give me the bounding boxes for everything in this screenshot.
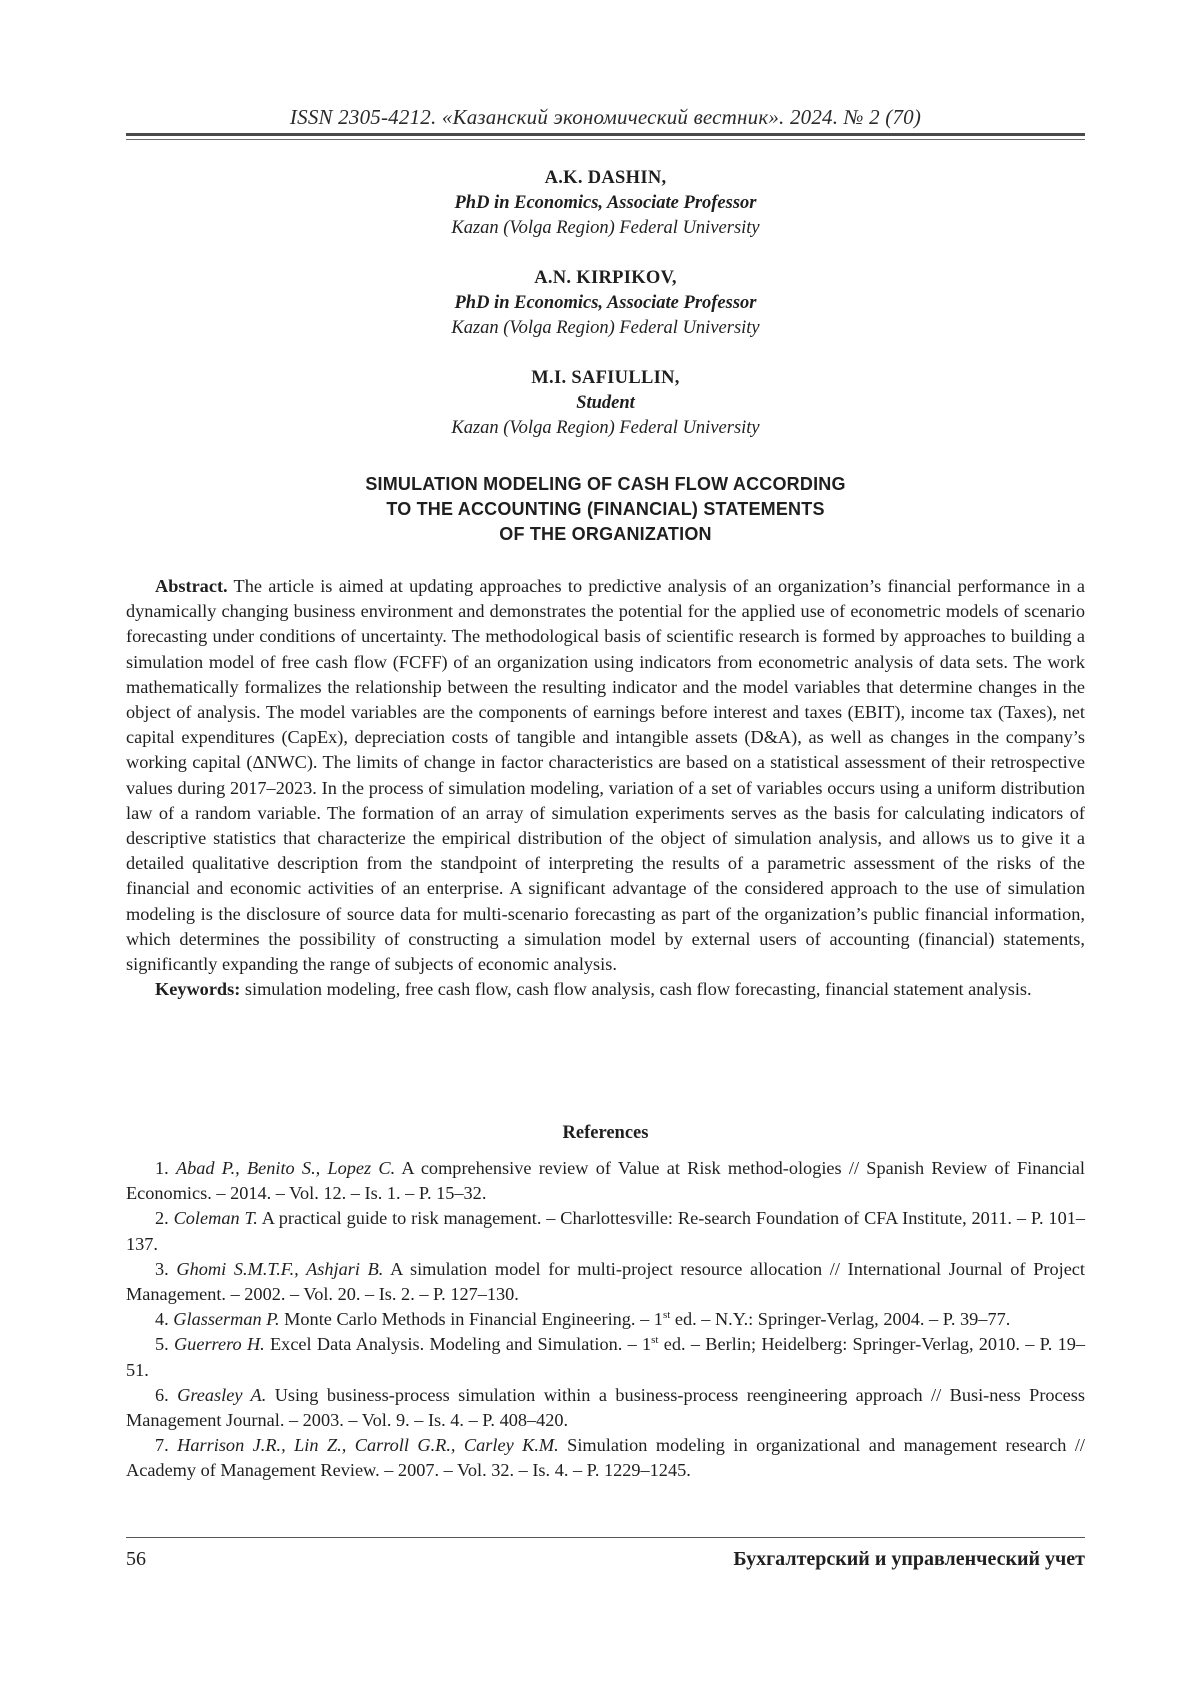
reference-authors: Harrison J.R., Lin Z., Carroll G.R., Carley K.M. [177, 1435, 559, 1456]
reference-authors: Greasley A. [177, 1384, 267, 1405]
reference-text: A simulation model for multi-project resource allocation // International Journal of Project Management. – 2002. – Vol. 20. – Is. 2. – P. 127–130. [126, 1258, 1085, 1305]
reference-item [126, 1206, 1085, 1256]
footer-journal-title: Бухгалтерский и управленческий учет [733, 1548, 1085, 1570]
reference-number: 5. [155, 1334, 174, 1355]
reference-authors: Glasserman P. [173, 1309, 280, 1330]
header-rule-thin [126, 139, 1085, 140]
reference-number: 3. [155, 1258, 177, 1279]
reference-text: A comprehensive review of Value at Risk method-ologies // Spanish Review of Financial Economics. – 2014. – Vol. 12. – Is. 1. – P. 15–32. [126, 1158, 1086, 1204]
reference-number: 2. [155, 1208, 174, 1229]
reference-number: 6. [155, 1384, 178, 1405]
reference-text: Simulation modeling in organizational and management research // Academy of Management Review. – 2007. – Vol. 32. – Is. 4. – P. 1229–1245. [126, 1435, 1085, 1481]
reference-text-after: ed. – N.Y.: Springer-Verlag, 2004. – P. 39–77. [670, 1309, 1011, 1330]
abstract-paragraph [126, 574, 1085, 977]
author-1 [126, 166, 1085, 241]
author-block [126, 166, 1085, 466]
reference-item [126, 1307, 1085, 1332]
author-affiliation: Kazan (Volga Region) Federal University [451, 418, 760, 438]
reference-text: Using business-process simulation within a business-process reengineering approach // Busi-ness Process Management Journal. – 2003. – Vol. 9. – Is. 4. – P. 408–420. [126, 1384, 1086, 1431]
author-degree: Student [576, 393, 635, 413]
reference-number: 4. [155, 1309, 174, 1330]
footer-rule [126, 1537, 1085, 1538]
abstract-section [126, 574, 1085, 1002]
superscript: st [651, 1334, 659, 1347]
keywords-text: simulation modeling, free cash flow, cash flow analysis, cash flow forecasting, financial statement analysis. [240, 979, 1032, 1000]
running-header: ISSN 2305-4212. «Казанский экономический вестник». 2024. № 2 (70) [289, 105, 922, 129]
author-affiliation: Kazan (Volga Region) Federal University [451, 218, 760, 238]
reference-authors: Coleman T. [173, 1208, 258, 1229]
article-title [126, 472, 1085, 547]
reference-item [126, 1257, 1085, 1307]
reference-text-after: ed. – Berlin; Heidelberg: Springer-Verlag, 2010. – P. 19–51. [126, 1334, 1086, 1380]
reference-authors: Guerrero H. [173, 1334, 265, 1355]
header-rule-thick [126, 133, 1085, 136]
reference-authors: Ghomi S.M.T.F., Ashjari B. [176, 1258, 384, 1279]
title-line: OF THE ORGANIZATION [499, 524, 712, 544]
keywords-paragraph [126, 977, 1085, 1002]
page-number: 56 [126, 1548, 146, 1570]
reference-text: Excel Data Analysis. Modeling and Simulation. – 1 [264, 1334, 652, 1355]
reference-item [126, 1383, 1085, 1433]
references-heading: References [562, 1123, 649, 1143]
author-name: M.I. SAFIULLIN, [531, 368, 680, 388]
title-line: TO THE ACCOUNTING (FINANCIAL) STATEMENTS [386, 499, 825, 519]
reference-text: Monte Carlo Methods in Financial Engineering. – 1 [279, 1309, 663, 1330]
reference-authors: Abad P., Benito S., Lopez C. [175, 1158, 396, 1178]
references-list [126, 1156, 1085, 1484]
abstract-text: The article is aimed at updating approaches to predictive analysis of an organization’s financial performance in a dynamically changing business environment and demonstrates the potential for the applied use of econometric models of scenario forecasting under conditions of uncertainty. The methodological basis of scientific research is formed by approaches to building a simulation model of free cash flow (FCFF) of an organization using indicators from econometric analysis of data sets. The work mathematically formalizes the relationship between the resulting indicator and the model variables that determine changes in the object of analysis. The model variables are the components of earnings before interest and taxes (EBIT), income tax (Taxes), net capital expenditures (CapEx), depreciation costs of tangible and intangible assets (D&A), as well as changes in the company’s working capital (ΔNWC). The limits of change in factor characteristics are based on a statistical assessment of their retrospective values during 2017–2023. In the process of simulation modeling, variation of a set of variables occurs using a uniform distribution law of a random variable. The formation of an array of simulation experiments serves as the basis for calculating indicators of descriptive statistics that characterize the empirical distribution of the object of simulation analysis, and allows us to give it a detailed qualitative description from the standpoint of interpreting the results of a parametric assessment of the risks of the financial and economic activities of an enterprise. A significant advantage of the considered approach to the use of simulation modeling is the disclosure of source data for multi-scenario forecasting as part of the organization’s public financial information, which determines the possibility of constructing a simulation model by external users of accounting (financial) statements, significantly expanding the range of subjects of economic analysis. [126, 576, 1085, 975]
title-line: SIMULATION MODELING OF CASH FLOW ACCORDING [365, 474, 846, 494]
author-3 [126, 366, 1085, 441]
reference-number: 1. [155, 1158, 176, 1178]
reference-item [126, 1332, 1085, 1382]
keywords-label: Keywords: [155, 979, 241, 1000]
reference-item [126, 1433, 1085, 1483]
reference-item [126, 1156, 1085, 1206]
reference-text: A practical guide to risk management. – Charlottesville: Re-search Foundation of CFA Institute, 2011. – P. 101–137. [126, 1208, 1085, 1254]
reference-number: 7. [155, 1435, 178, 1456]
author-2 [126, 266, 1085, 341]
author-name: A.N. KIRPIKOV, [534, 268, 677, 288]
abstract-label: Abstract. [155, 576, 228, 596]
author-affiliation: Kazan (Volga Region) Federal University [451, 318, 760, 338]
author-degree: PhD in Economics, Associate Professor [454, 193, 757, 213]
superscript: st [662, 1309, 671, 1322]
author-name: A.K. DASHIN, [544, 168, 667, 188]
author-degree: PhD in Economics, Associate Professor [454, 293, 757, 313]
